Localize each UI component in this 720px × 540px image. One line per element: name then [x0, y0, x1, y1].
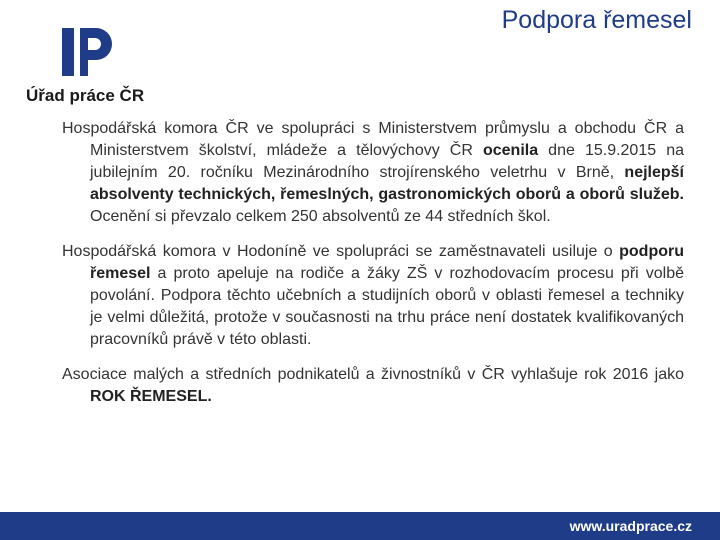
urad-prace-logo-icon: [58, 22, 118, 84]
text-segment: a proto apeluje na rodiče a žáky ZŠ v rozhodovacím procesu při volbě povolání. Podpora těchto učebních a studijních oborů v oblasti řemesel a techniky je velmi důležitá, protože v současnosti na trhu práce není dostatek kvalifikovaných pracovníků právě v této oblasti.: [90, 265, 684, 348]
paragraph-2: [62, 241, 684, 351]
bold-text-segment: ROK ŘEMESEL.: [90, 388, 212, 405]
paragraph-3: [62, 364, 684, 408]
page-title: Podpora řemesel: [501, 6, 692, 34]
text-segment: Hospodářská komora v Hodoníně ve spolupráci se zaměstnavateli usiluje o: [62, 243, 620, 260]
bold-text-segment: nejlepší absolventy technických, řemeslných, gastronomických oborů a oborů služeb.: [90, 164, 684, 203]
paragraph-1: [62, 118, 684, 228]
content-body: [62, 118, 684, 421]
bold-text-segment: podporu řemesel: [90, 243, 684, 282]
footer-url: www.uradprace.cz: [569, 518, 692, 534]
bold-text-segment: ocenila: [482, 142, 539, 159]
text-segment: Ocenění si převzalo celkem 250 absolventů ze 44 středních škol.: [90, 208, 551, 225]
logo-text: Úřad práce ČR: [26, 86, 145, 105]
logo: [26, 22, 156, 112]
text-segment: Asociace malých a středních podnikatelů a živnostníků v ČR vyhlašuje rok 2016 jako: [62, 366, 684, 383]
text-segment: dne 15.9.2015 na jubilejním 20. ročníku Mezinárodního strojírenského veletrhu v Brně,: [90, 142, 684, 181]
text-segment: Hospodářská komora ČR ve spolupráci s Ministerstvem průmyslu a obchodu ČR a Ministerstvem školství, mládeže a tělovýchovy ČR: [62, 120, 684, 159]
